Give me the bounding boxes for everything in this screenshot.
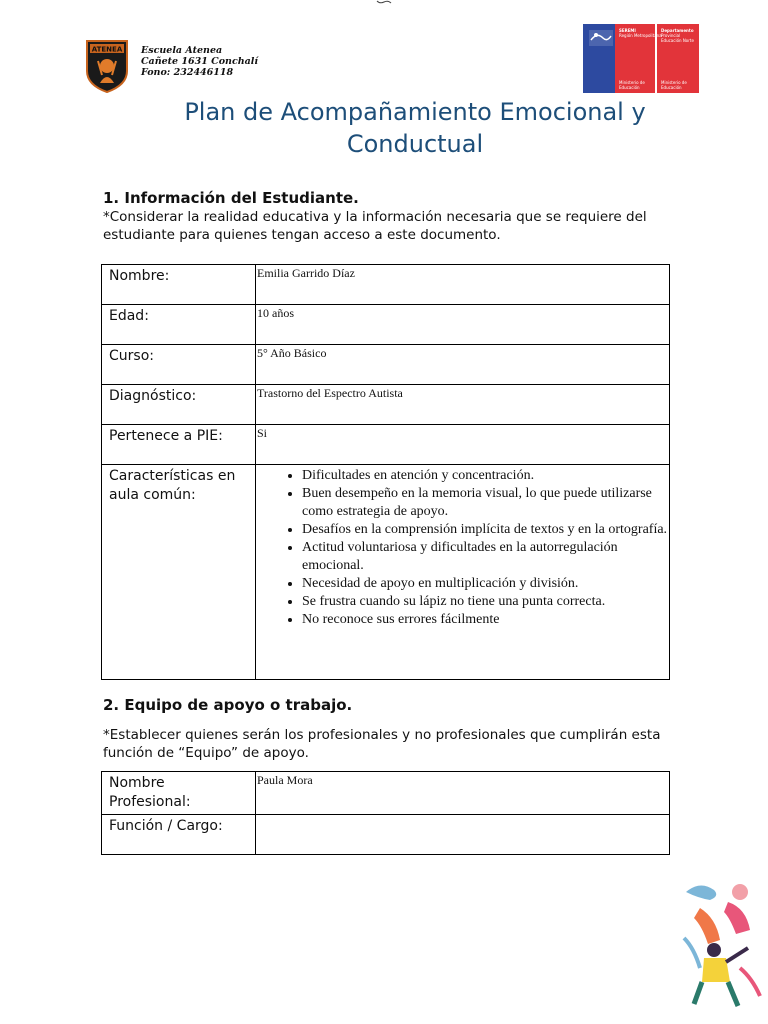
name-label: Nombre:	[102, 265, 256, 305]
course-label: Curso:	[102, 345, 256, 385]
gob-chile-icon	[589, 30, 613, 46]
logo-ministerio-2: Ministerio de Educación	[661, 80, 687, 90]
table-row	[102, 465, 670, 680]
student-info-table	[101, 264, 670, 680]
support-team-table	[101, 771, 670, 855]
diagnosis-value[interactable]: Trastorno del Espectro Autista	[256, 385, 670, 425]
logo-departamento: Departamento	[661, 28, 694, 33]
ministry-logo	[583, 24, 699, 93]
document-title-line1: Plan de Acompañamiento Emocional y	[184, 98, 646, 126]
school-phone: Fono: 232446118	[141, 67, 234, 78]
course-value[interactable]: 5° Año Básico	[256, 345, 670, 385]
age-label: Edad:	[102, 305, 256, 345]
school-name: Escuela Atenea	[141, 45, 223, 56]
list-item: • Necesidad de apoyo en multiplicación y división.	[302, 575, 668, 593]
traits-value[interactable]	[256, 465, 670, 680]
table-row	[102, 305, 670, 345]
list-item: • Se frustra cuando su lápiz no tiene una punta correcta.	[302, 593, 668, 611]
pie-label: Pertenece a PIE:	[102, 425, 256, 465]
school-crest-logo	[84, 37, 130, 93]
document-title	[60, 96, 768, 160]
logo-seremi-sub: Región Metropolitana	[619, 33, 662, 38]
list-item: • Actitud voluntariosa y dificultades en la autorregulación emocional.	[302, 539, 668, 575]
table-row	[102, 385, 670, 425]
pie-value[interactable]: Si	[256, 425, 670, 465]
table-row	[102, 345, 670, 385]
table-row	[102, 425, 670, 465]
crest-label: ATENEA	[91, 45, 123, 54]
logo-departamento-sub: Provincial Educación Norte	[661, 33, 694, 43]
role-value[interactable]	[256, 815, 670, 855]
role-label: Función / Cargo:	[102, 815, 256, 855]
table-row	[102, 772, 670, 815]
logo-ministerio-1: Ministerio de Educación	[619, 80, 645, 90]
document-title-line2: Conductual	[346, 130, 484, 158]
professional-name-label: Nombre Profesional:	[102, 772, 256, 815]
logo-seremi: SEREMI	[619, 28, 636, 33]
list-item: • No reconoce sus errores fácilmente	[302, 611, 668, 629]
table-row	[102, 815, 670, 855]
table-row	[102, 265, 670, 305]
list-item: • Buen desempeño en la memoria visual, lo que puede utilizarse como estrategia de apoyo.	[302, 485, 668, 521]
traits-label: Características en aula común:	[102, 465, 256, 680]
list-item: • Dificultades en atención y concentración.	[302, 467, 668, 485]
section1-note: *Considerar la realidad educativa y la información necesaria que se requiere del estudiante para quienes tengan acceso a este documento.	[103, 209, 647, 243]
children-playing-illustration	[680, 878, 764, 1014]
name-value[interactable]: Emilia Garrido Díaz	[256, 265, 670, 305]
section2-note: *Establecer quienes serán los profesionales y no profesionales que cumplirán esta función de “Equipo” de apoyo.	[103, 727, 661, 761]
section1-heading: 1. Información del Estudiante.	[103, 189, 359, 207]
professional-name-value[interactable]: Paula Mora	[256, 772, 670, 815]
traits-list	[257, 467, 668, 629]
age-value[interactable]: 10 años	[256, 305, 670, 345]
page-top-mark	[376, 0, 392, 4]
list-item: • Desafíos en la comprensión implícita de textos y en la ortografía.	[302, 521, 668, 539]
school-info	[141, 45, 258, 78]
section2-heading: 2. Equipo de apoyo o trabajo.	[103, 696, 353, 714]
school-address: Cañete 1631 Conchalí	[141, 56, 259, 67]
diagnosis-label: Diagnóstico:	[102, 385, 256, 425]
